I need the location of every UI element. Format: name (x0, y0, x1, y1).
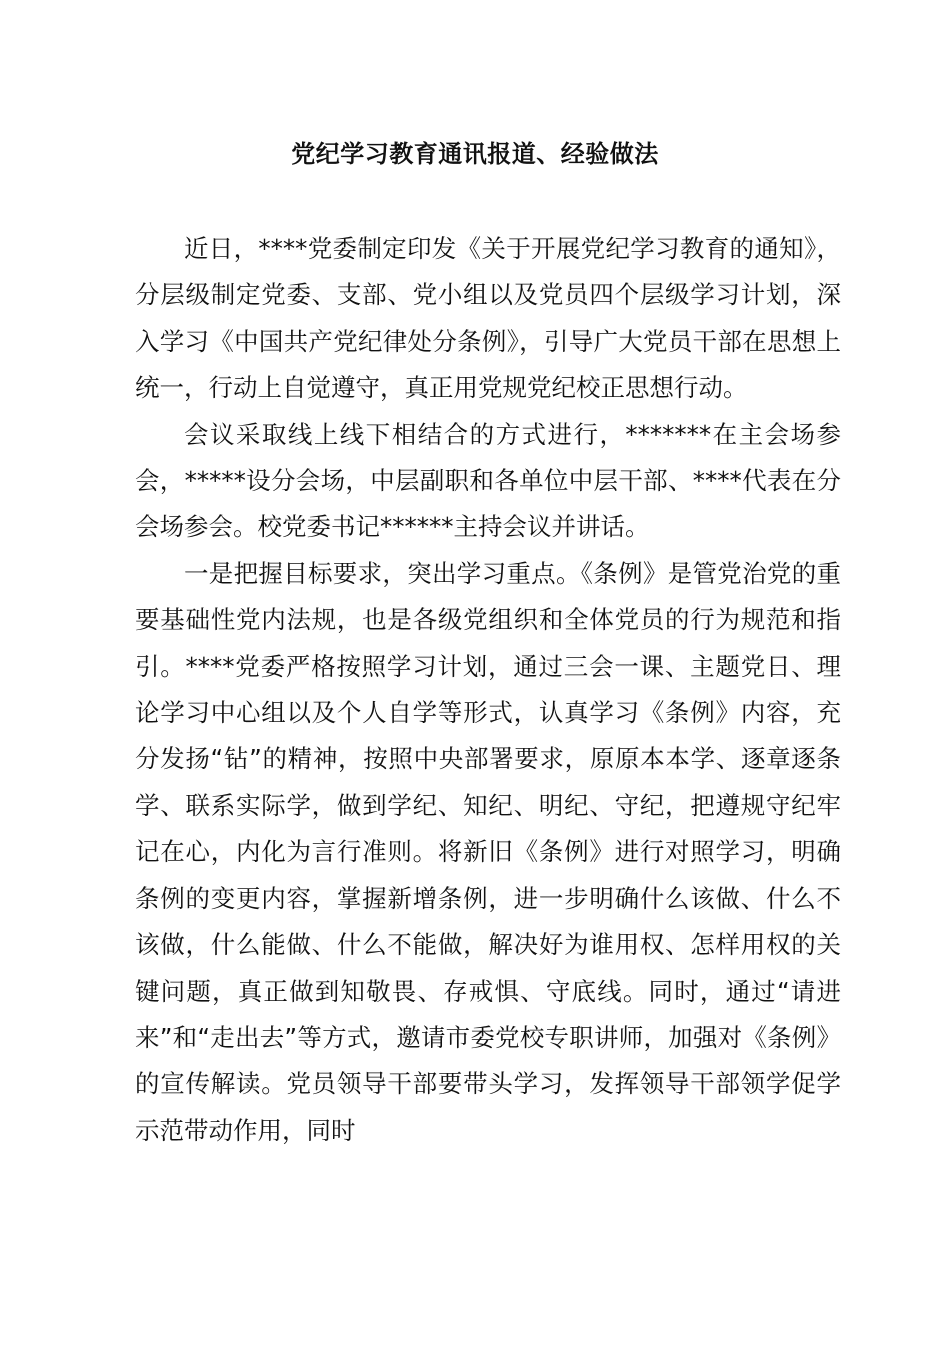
document-title: 党纪学习教育通讯报道、经验做法 (291, 140, 659, 168)
paragraph-1: 近日，****党委制定印发《关于开展党纪学习教育的通知》，分层级制定党委、支部、党小组以及党员四个层级学习计划，深入学习《中国共产党纪律处分条例》，引导广大党员干部在思想上统一，行动上自觉遵守，真正用党规党纪校正思想行动。 (135, 234, 841, 403)
paragraph-2: 会议采取线上线下相结合的方式进行，*******在主会场参会，*****设分会场，中层副职和各单位中层干部、****代表在分会场参会。校党委书记******主持会议并讲话。 (135, 419, 841, 542)
paragraph-3: 一是把握目标要求，突出学习重点。《条例》是管党治党的重要基础性党内法规，也是各级党组织和全体党员的行为规范和指引。****党委严格按照学习计划，通过三会一课、主题党日、理论学习中心组以及个人自学等形式，认真学习《条例》内容，充分发扬“钻”的精神，按照中央部署要求，原原本本学、逐章逐条学、联系实际学，做到学纪、知纪、明纪、守纪，把遵规守纪牢记在心，内化为言行准则。将新旧《条例》进行对照学习，明确条例的变更内容，掌握新增条例，进一步明确什么该做、什么不该做，什么能做、什么不能做，解决好为谁用权、怎样用权的关键问题，真正做到知敬畏、存戒惧、守底线。同时，通过“请进来”和“走出去”等方式，邀请市委党校专职讲师，加强对《条例》的宣传解读。党员领导干部要带头学习，发挥领导干部领学促学示范带动作用，同时 (135, 558, 841, 1145)
document-body (135, 226, 841, 1154)
